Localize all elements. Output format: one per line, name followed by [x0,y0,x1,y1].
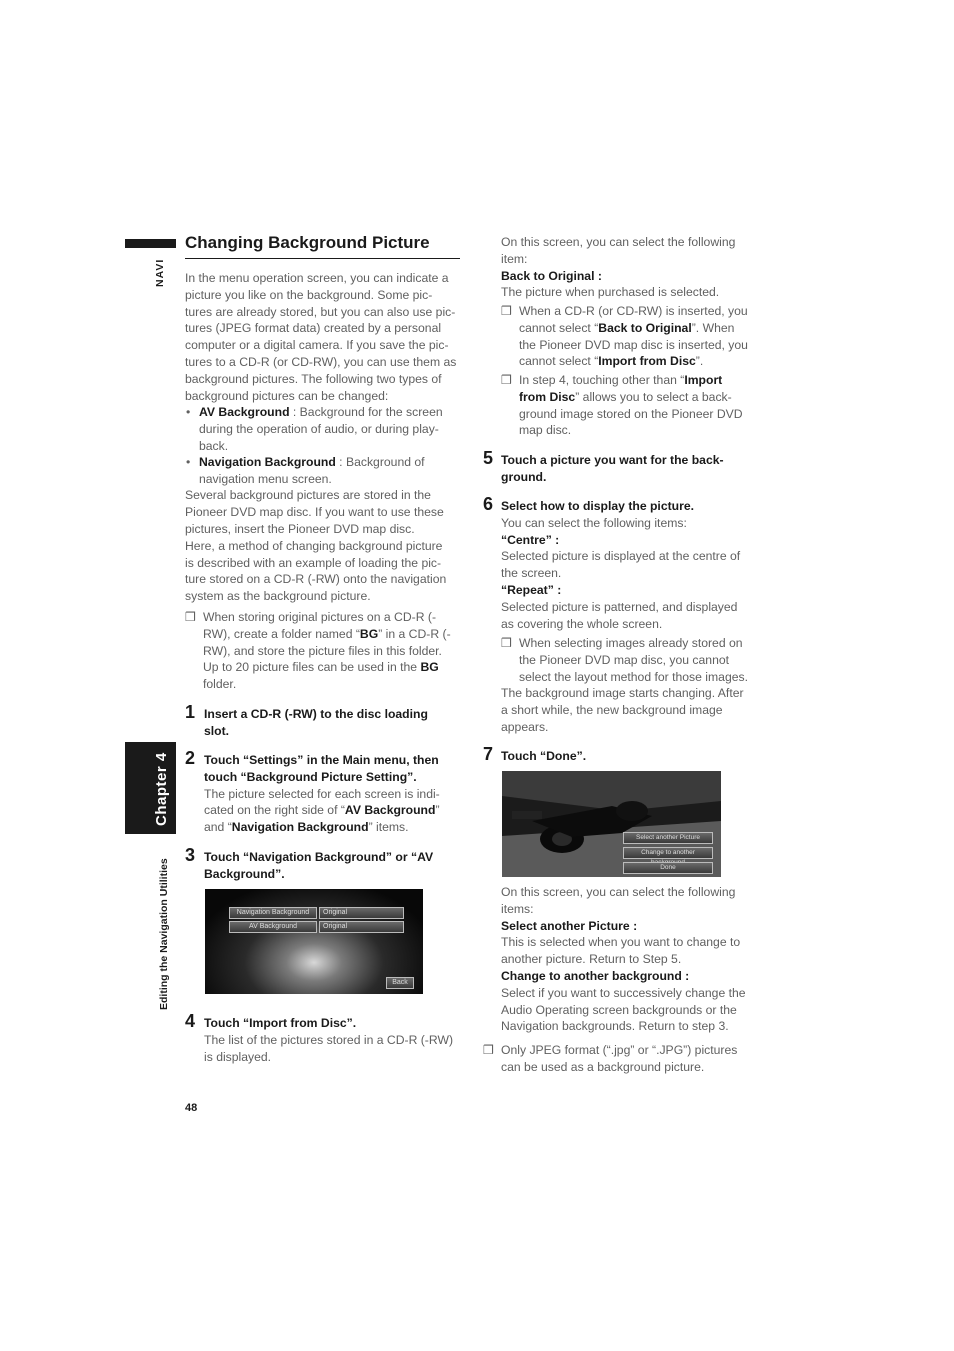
step-5-heading: Touch a picture you want for the back- ground. [501,453,724,484]
step-4-number: 4 [185,1011,196,1031]
step-6-note: ❒ When selecting images already stored on the Pioneer DVD map disc, you cannot select the layout method for those images. [501,636,748,684]
step-2: Touch “Settings” in the Main menu, then touch “Background Picture Setting”. The picture selected for each screen is indi- cated on the right side of “AV Background” and “Navigation Background” items. [204,753,440,835]
change-background-button[interactable]: Change to another [623,847,713,859]
step-2-number: 2 [185,748,196,768]
bullet-nav: • Navigation Background : Background of navigation menu screen. [186,454,425,486]
background-setting-screenshot [205,889,423,994]
step-3-heading: Touch “Navigation Background” or “AV Background”. [204,850,434,881]
intro: In the menu operation screen, you can indicate a picture you like on the background. Some pic- tures are already stored, but you can also use pic- tures (JPEG format data) created by a personal computer or a digital camera. If you save the pic- tures to a CD-R (or CD-RW), you can use them as background pictures. The following two types of background pictures can be changed: • AV Background : Background for the screen during the operation of audio, or during play- back. • Navigation Background : Background of navigation menu screen. Several background pictures are stored in the Pioneer DVD map disc. If you want to use these pictures, insert the Pioneer DVD map disc. Here, a method of changing background picture is described with an example of loading the pic- ture stored on a CD-R (-RW) onto the navigation system as the background picture. [185,270,465,605]
right-intro: On this screen, you can select the following item: Back to Original : The picture when purchased is selected. [501,235,736,300]
step-7-options: On this screen, you can select the following items: Select another Picture : This is selected when you want to change to another picture. Return to Step 5. Change to another background : Select if you want to successively change the Audio Operating screen backgrounds or the Navigation backgrounds. Return to step 3. [501,885,746,1034]
page-number: 48 [185,1102,198,1114]
select-another-picture-button[interactable]: Select another Picture [623,832,713,844]
navigation-background-button[interactable]: Navigation Background [229,907,317,919]
page-title: Changing Background Picture [185,233,460,259]
step-6-after: The background image starts changing. After a short while, the new background image appears. [501,686,744,734]
step-7-number: 7 [483,744,494,764]
final-note: ❒ Only JPEG format (“.jpg” or “.JPG”) pictures can be used as a background picture. [483,1043,738,1074]
av-background-button[interactable]: AV Background [229,921,317,933]
right-note-2: ❒ In step 4, touching other than “Import from Disc” allows you to select a back- ground image stored on the Pioneer DVD map disc. [501,373,743,438]
step-6-number: 6 [483,494,494,514]
step-6: Select how to display the picture. You can select the following items: “Centre” : Selected picture is displayed at the centre of the screen. “Repeat” : Selected picture is patterned, and displayed as covering the whole screen. [501,499,741,631]
step-3-number: 3 [185,845,196,865]
section-label: Editing the Navigation Utilities [158,858,170,1010]
navigation-background-value: Original [319,907,404,919]
intro-note: ❒ When storing original pictures on a CD-R (- RW), create a folder named “BG” in a CD-R (- RW), and store the picture files in this folder. Up to 20 picture files can be used in the BG folder. [185,610,451,692]
back-button[interactable]: Back [386,977,414,989]
step-4: Touch “Import from Disc”. The list of the pictures stored in a CD-R (-RW) is displayed. [204,1016,454,1064]
step-7-heading: Touch “Done”. [501,749,587,763]
chapter-tab: Chapter 4 [125,742,176,834]
navi-label: NAVI [154,258,166,287]
right-note-1: ❒ When a CD-R (or CD-RW) is inserted, you cannot select “Back to Original”. When the Pioneer DVD map disc is inserted, you cannot select “Import from Disc”. [501,304,748,369]
race-car-background-screenshot [502,771,721,877]
step-1-heading: Insert a CD-R (-RW) to the disc loading slot. [204,707,428,738]
step-1-number: 1 [185,702,196,722]
bullet-av: • AV Background : Background for the screen during the operation of audio, or during play- back. [186,405,443,453]
step-5-number: 5 [483,448,494,468]
side-band [125,239,176,248]
av-background-value: Original [319,921,404,933]
done-button[interactable]: Done [623,862,713,874]
